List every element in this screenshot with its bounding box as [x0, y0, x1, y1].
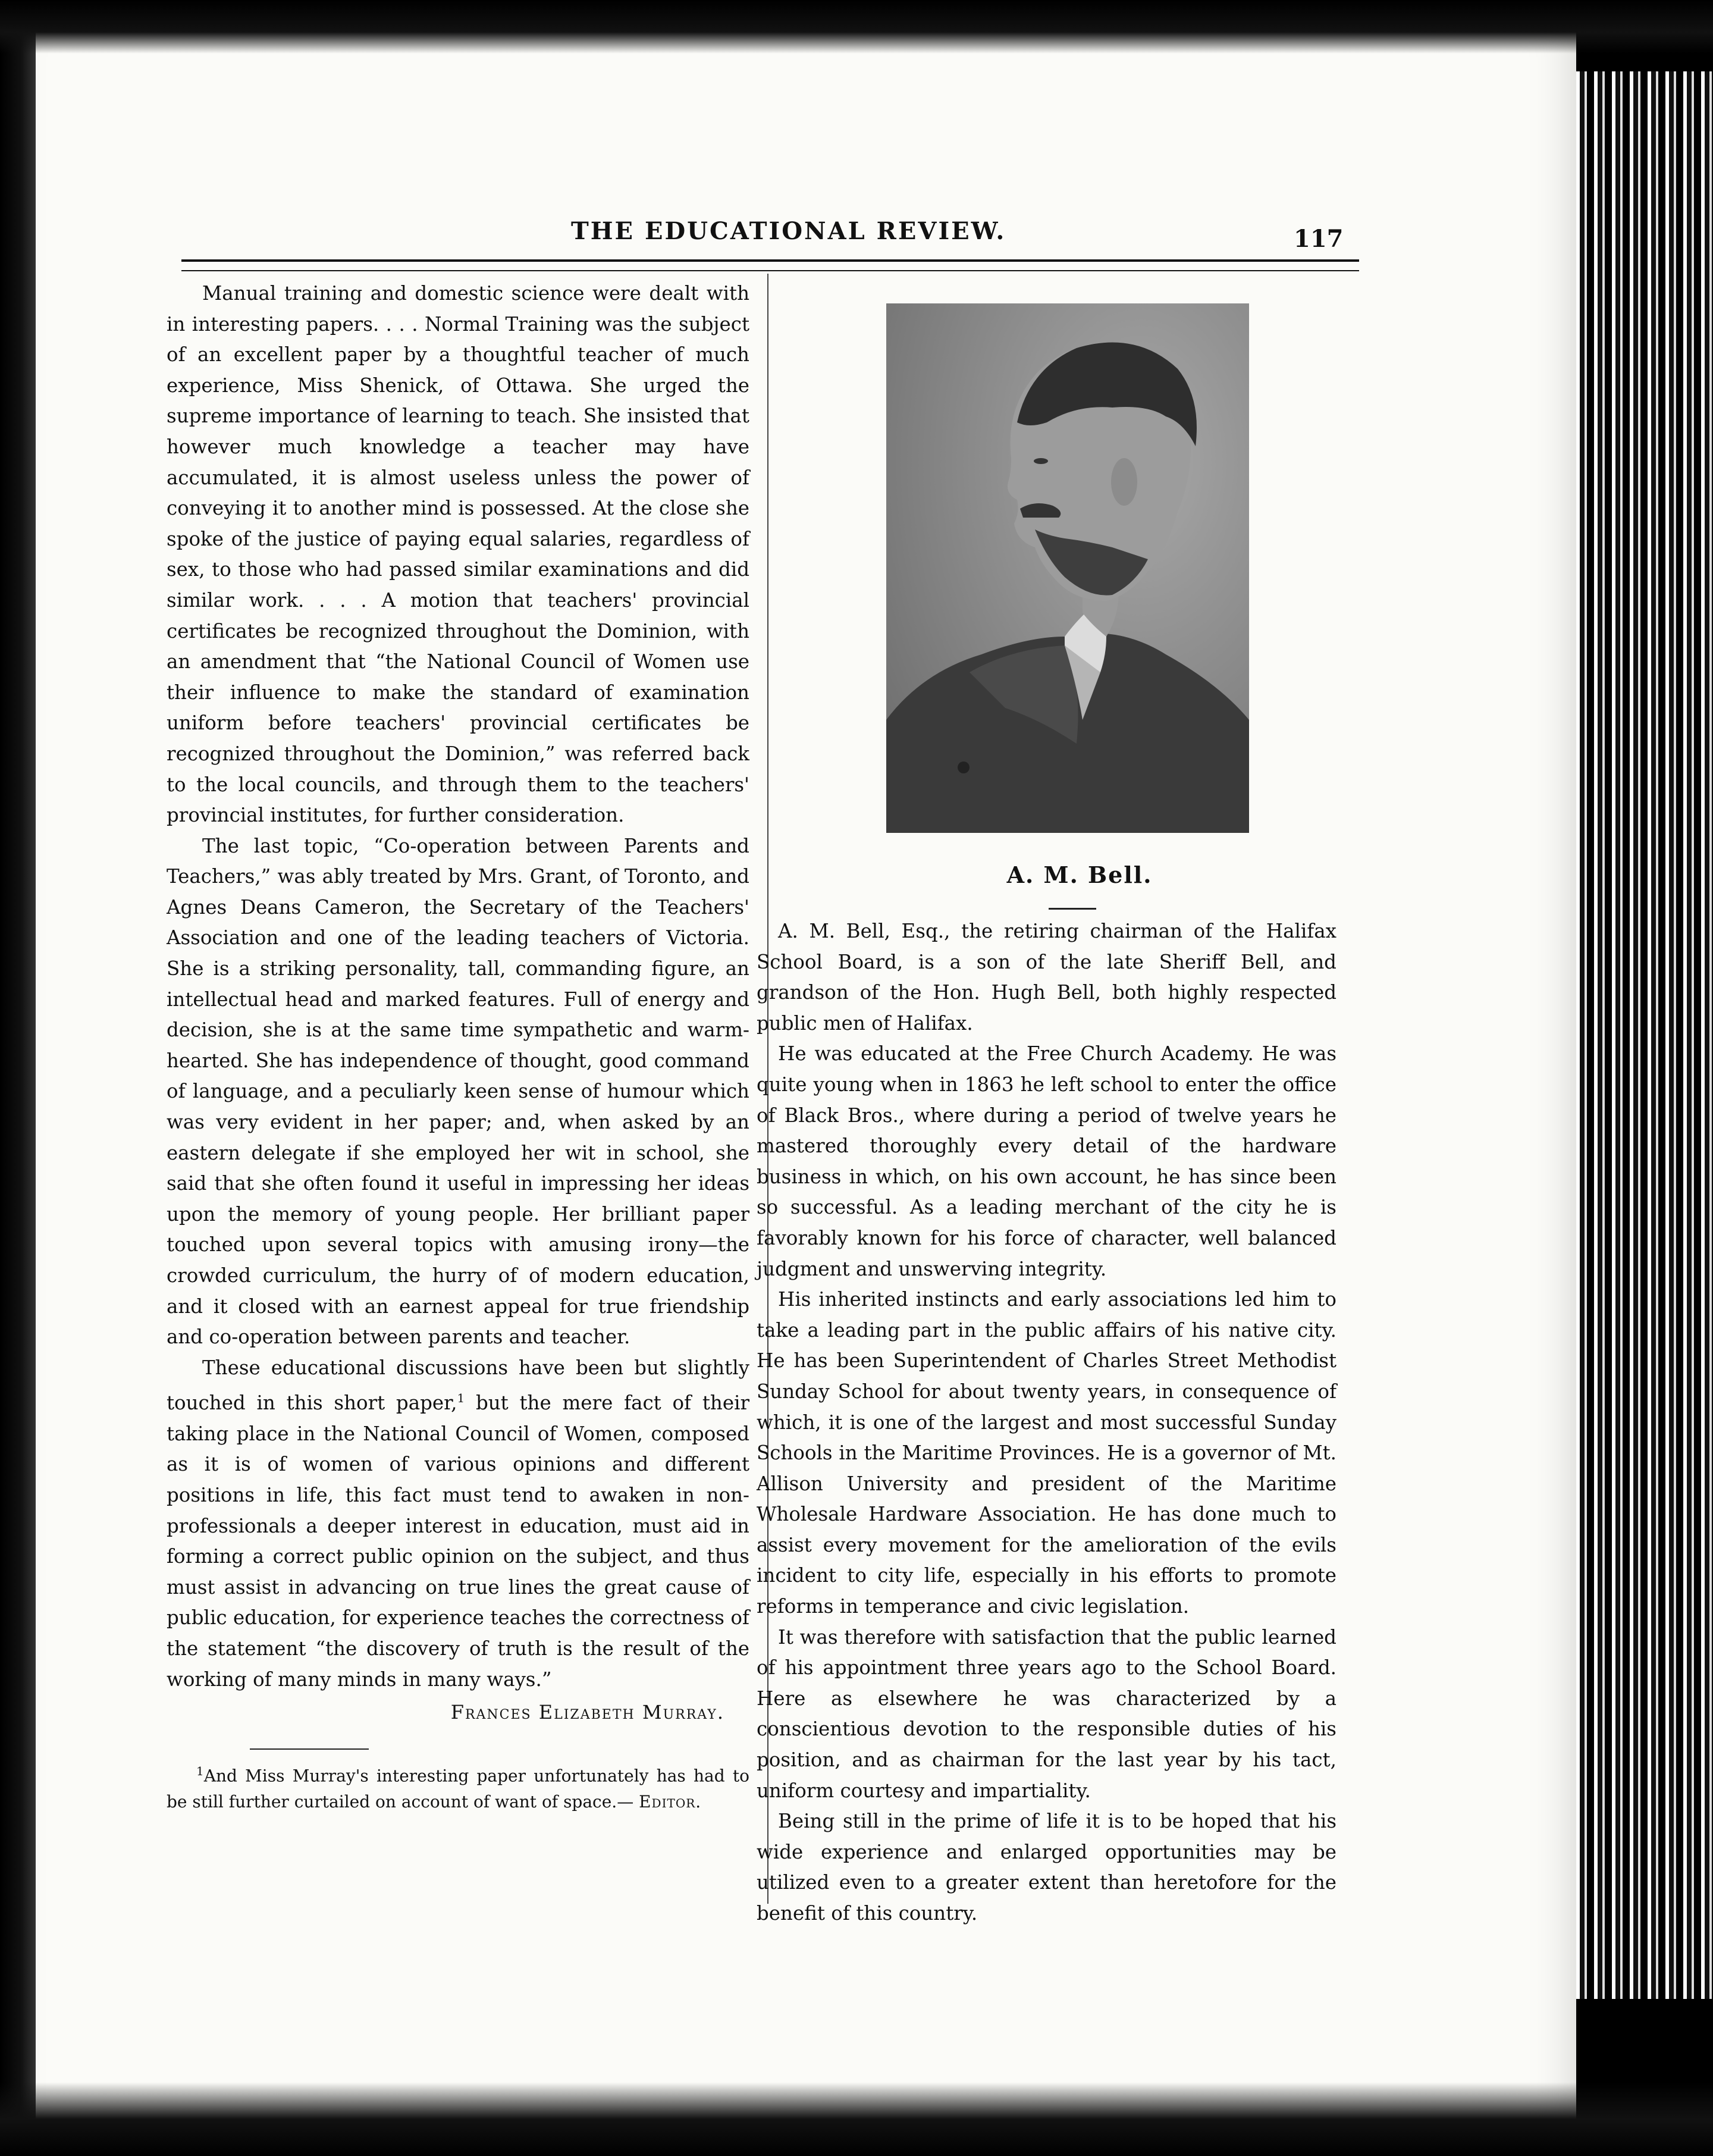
- scan-border-bottom: [0, 2082, 1713, 2156]
- paragraph: His inherited instincts and early associations led him to take a leading part in the public affairs of his native city. He has been Superintendent of Charles Street Methodist Sunday School for about twenty years, in consequence of which, it is one of the largest and most successful Sunday Schools in the Maritime Provinces. He is a governor of Mt. Allison University and president of the Maritime Wholesale Hardware Association. He has done much to assist every movement for the amelioration of the evils incident to city life, especially in his efforts to promote reforms in temperance and civic legislation.: [757, 1288, 1336, 1618]
- paragraph: It was therefore with satisfaction that the public learned of his appointment three years ago to the School Board. Here as elsewhere he was characterized by a conscientious devotion to the responsible duties of his position, and as chairman for the last year by his tact, uniform courtesy and impartiality.: [757, 1625, 1336, 1802]
- footnote: [167, 1758, 749, 1815]
- paragraph: Being still in the prime of life it is to be hoped that his wide experience and enlarged opportunities may be utilized even to a greater extent than heretofore for the benefit of this country.: [757, 1810, 1336, 1925]
- paragraph: He was educated at the Free Church Academy. He was quite young when in 1863 he left school to enter the office of Black Bros., where during a period of twelve years he mastered thoroughly every detail of the hardware business in which, on his own account, he has since been so successful. As a leading merchant of the city he is favorably known for his force of character, well balanced judgment and unswerving integrity.: [757, 1042, 1336, 1280]
- portrait-photo: [886, 303, 1249, 833]
- paragraph: A. M. Bell, Esq., the retiring chairman of the Halifax School Board, is a son of the late Sheriff Bell, and grandson of the Hon. Hugh Bell, both highly respected public men of Halifax.: [757, 920, 1336, 1035]
- author-signature: Frances Elizabeth Murray.: [450, 1701, 724, 1724]
- paragraph-text: but the mere fact of their taking place in the National Council of Women, composed as it is of women of various opinions and different positions in life, this fact must tend to awaken in non-professionals a deeper interest in education, must aid in forming a correct public opinion on the subject, and thus must assist in advancing on true lines the great cause of public education, for experience teaches the correctness of the statement “the discovery of truth is the result of the working of many minds in many ways.”: [167, 1392, 750, 1691]
- running-title: THE EDUCATIONAL REVIEW.: [571, 217, 1006, 245]
- scan-border-left: [0, 0, 36, 2156]
- footnote-marker: 1: [196, 1763, 204, 1778]
- paragraph: [167, 1353, 749, 1695]
- header-rule: [181, 259, 1359, 271]
- footnote-text: And Miss Murray's interesting paper unfortunately has had to be still further curtailed on account of want of space.—: [167, 1766, 749, 1812]
- page-number: 117: [1294, 225, 1344, 253]
- footnote-ref: 1: [457, 1391, 465, 1406]
- portrait-illustration: [886, 303, 1249, 833]
- book-page-edges: [1576, 71, 1713, 1999]
- footnote-editor: Editor.: [639, 1792, 702, 1812]
- right-column: [757, 916, 1336, 1929]
- photo-caption: A. M. Bell.: [1006, 861, 1153, 888]
- paragraph-text: These educational discussions have been but slightly touched in this short paper,: [167, 1356, 749, 1415]
- footnote-rule: [250, 1748, 369, 1750]
- scan-border-top: [0, 0, 1713, 54]
- caption-rule: [1049, 908, 1096, 910]
- left-column: [167, 278, 749, 1815]
- paragraph: The last topic, “Co-operation between Parents and Teachers,” was ably treated by Mrs. Grant, of Toronto, and Agnes Deans Cameron, the Secretary of the Teachers' Association and one of the leading teachers of Victoria. She is a striking personality, tall, commanding figure, an intellectual head and marked features. Full of energy and decision, she is at the same time sympathetic and warm-hearted. She has independence of thought, good command of language, and a peculiarly keen sense of humour which was very evident in her paper; and, when asked by an eastern delegate if she employed her wit in school, she said that she often found it useful in impressing her ideas upon the memory of young people. Her brilliant paper touched upon several topics with amusing irony—the crowded curriculum, the hurry of of modern education, and it closed with an earnest appeal for true friendship and co-operation between parents and teacher.: [167, 834, 749, 1349]
- paragraph: Manual training and domestic science were dealt with in interesting papers. . . . Normal Training was the subject of an excellent paper by a thoughtful teacher of much experience, Miss Shenick, of Ottawa. She urged the supreme importance of learning to teach. She insisted that however much knowledge a teacher may have accumulated, it is almost useless unless the power of conveying it to another mind is possessed. At the close she spoke of the justice of paying equal salaries, regardless of sex, to those who had passed similar examinations and did similar work. . . . A motion that teachers' provincial certificates be recognized throughout the Dominion, with an amendment that “the National Council of Women use their influence to make the standard of examination uniform before teachers' provincial certificates be recognized throughout the Dominion,” was referred back to the local councils, and through them to the teachers' provincial institutes, for further consideration.: [167, 282, 749, 827]
